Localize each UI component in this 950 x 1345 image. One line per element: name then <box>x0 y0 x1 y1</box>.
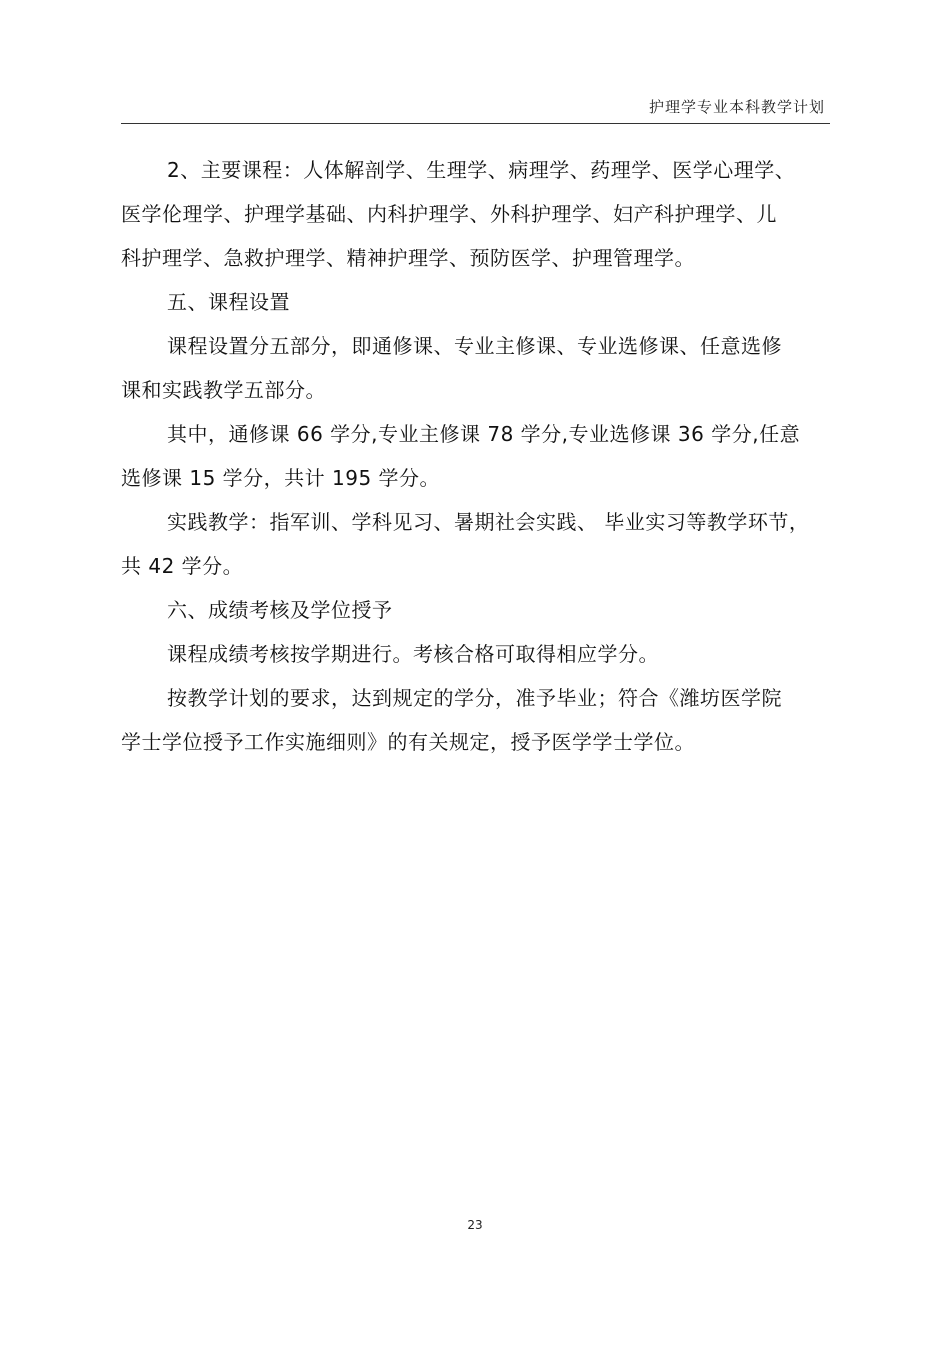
credits-line-2: 选修课 15 学分，共计 195 学分。 <box>121 466 441 490</box>
main-courses-line-3: 科护理学、急救护理学、精神护理学、预防医学、护理管理学。 <box>121 246 695 270</box>
section-heading-course-setup: 五、课程设置 <box>167 290 290 314</box>
document-body <box>121 148 831 764</box>
credits-line-1: 其中，通修课 66 学分,专业主修课 78 学分,专业选修课 36 学分,任意 <box>167 422 801 446</box>
course-setup-line-1: 课程设置分五部分，即通修课、专业主修课、专业选修课、任意选修 <box>167 334 782 358</box>
main-courses-line-1: 2、主要课程：人体解剖学、生理学、病理学、药理学、医学心理学、 <box>167 158 796 182</box>
header-divider <box>121 123 830 124</box>
practice-line-1: 实践教学：指军训、学科见习、暑期社会实践、 毕业实习等教学环节， <box>167 510 810 534</box>
main-courses-line-2: 医学伦理学、护理学基础、内科护理学、外科护理学、妇产科护理学、儿 <box>121 202 777 226</box>
degree-line-1: 按教学计划的要求，达到规定的学分，准予毕业；符合《潍坊医学院 <box>167 686 782 710</box>
assessment-line-1: 课程成绩考核按学期进行。考核合格可取得相应学分。 <box>167 642 659 666</box>
page-number: 23 <box>467 1218 483 1232</box>
degree-line-2: 学士学位授予工作实施细则》的有关规定，授予医学学士学位。 <box>121 730 695 754</box>
practice-line-2: 共 42 学分。 <box>121 554 244 578</box>
page-header-title: 护理学专业本科教学计划 <box>648 98 825 116</box>
course-setup-line-2: 课和实践教学五部分。 <box>121 378 326 402</box>
section-heading-assessment: 六、成绩考核及学位授予 <box>167 598 393 622</box>
